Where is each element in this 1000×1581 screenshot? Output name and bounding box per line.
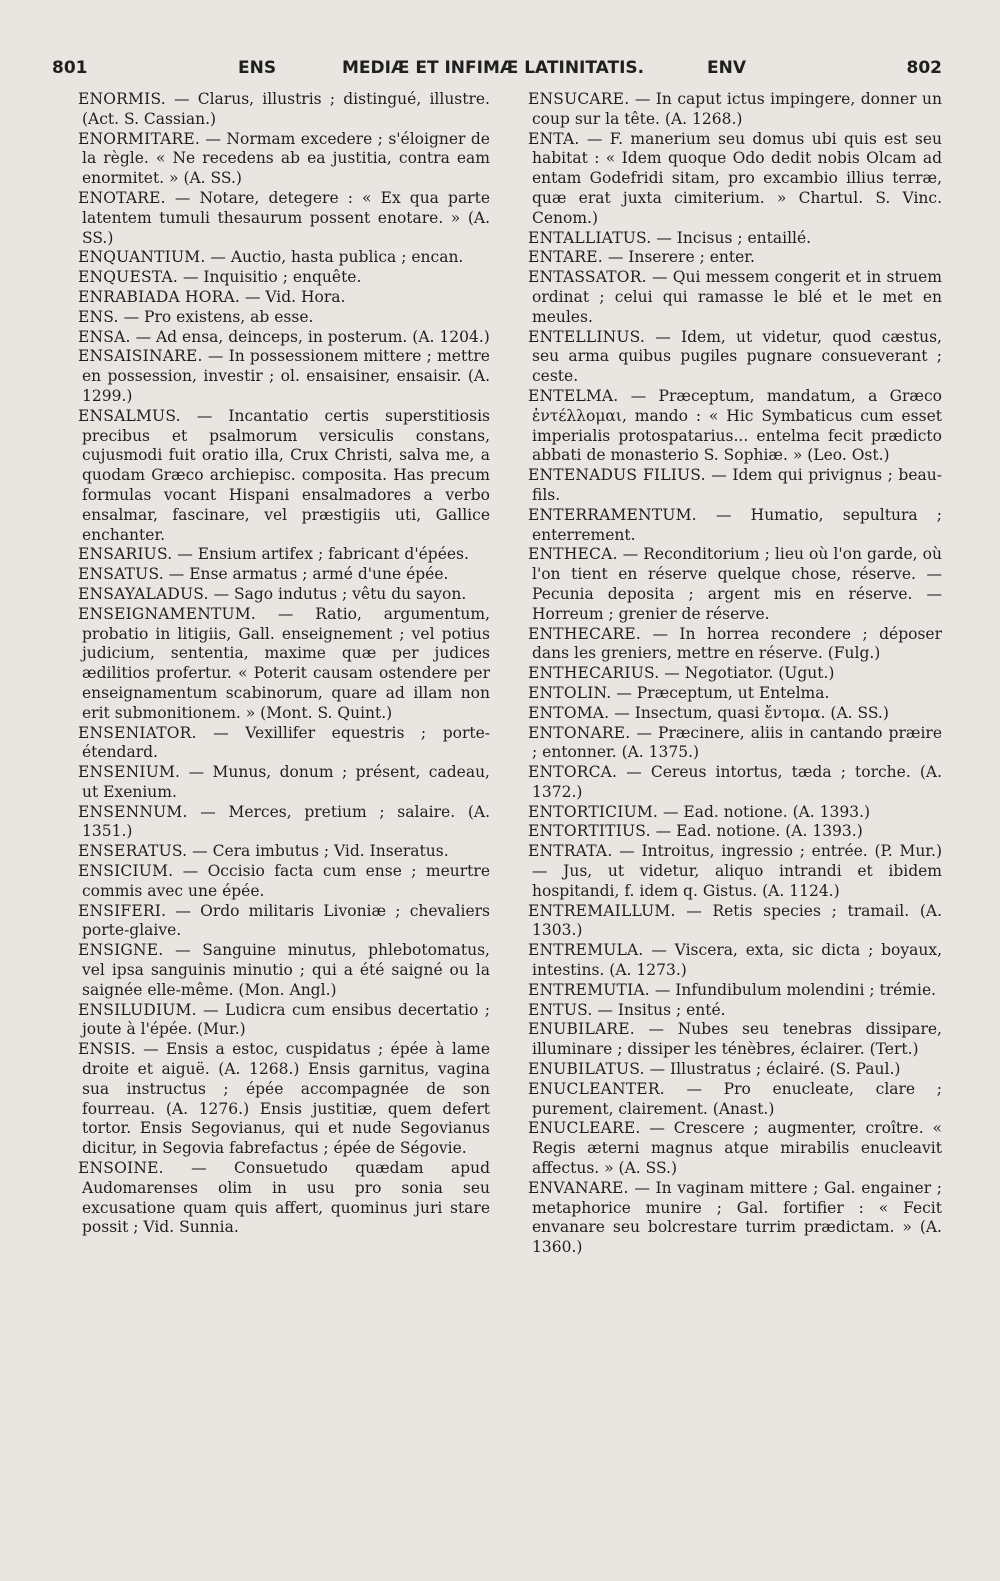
entry-definition: — Qui messem congerit et in struem ordinat ; celui qui ramasse le blé et le met en meules. [532, 268, 942, 326]
dictionary-entry [528, 268, 942, 327]
entry-definition: — Inserere ; enter. [607, 248, 755, 267]
entry-definition: — Ead. notione. (A. 1393.) [662, 802, 871, 821]
dictionary-entry [528, 1001, 942, 1021]
entry-definition: — Insectum, quasi ἔντομα. (A. SS.) [614, 703, 889, 722]
entry-definition: — Consuetudo quædam apud Audomarenses olim in usu pro sonia seu excusatione quam quis affert, quominus juri stare possit ; Vid. Sunnia. [82, 1159, 490, 1237]
dictionary-entry [528, 1060, 942, 1080]
entry-definition: — Ense armatus ; armé d'une épée. [168, 565, 449, 584]
dictionary-entry [528, 902, 942, 942]
right-running-word: ENV [707, 58, 746, 78]
dictionary-entry [528, 506, 942, 546]
entry-definition: — Auctio, hasta publica ; encan. [210, 248, 464, 267]
entry-definition: — Ratio, argumentum, probatio in litigiis, Gall. enseignement ; vel potius judicium, sententia, maxime quæ per judices ædilitios profertur. « Poterit causam ostendere per enseignamentum scabinorum, quare ad illam non erit submonitionem. » (Mont. S. Quint.) [82, 604, 490, 722]
entry-headword: ENSENIUM. [78, 763, 181, 782]
entry-definition: — Cereus intortus, tæda ; torche. (A. 1372.) [532, 763, 943, 801]
entry-definition: — Normam excedere ; s'éloigner de la règle. « Ne recedens ab ea justitia, contra eam enormitet. » (A. SS.) [82, 129, 490, 188]
left-page-number: 801 [52, 58, 88, 78]
entry-definition: — In possessionem mittere ; mettre en possession, investir ; ol. ensaisiner, ensaisir. (A. 1299.) [82, 347, 490, 405]
dictionary-entry [78, 1040, 490, 1159]
dictionary-entry [78, 288, 490, 308]
dictionary-entry [528, 981, 942, 1001]
entry-definition: — Ead. notione. (A. 1393.) [655, 822, 863, 841]
entry-definition: — Ludicra cum ensibus decertatio ; joute à l'épée. (Mur.) [82, 1000, 490, 1039]
dictionary-entry [78, 268, 490, 288]
entry-definition: — Merces, pretium ; salaire. (A. 1351.) [82, 802, 490, 841]
entry-headword: ENSERATUS. [78, 842, 188, 861]
dictionary-entry [78, 842, 490, 862]
entry-headword: ENSATUS. [78, 565, 164, 584]
entry-headword: ENSEIGNAMENTUM. [78, 604, 257, 623]
running-title: MEDIÆ ET INFIMÆ LATINITATIS. [342, 58, 645, 78]
dictionary-entry [528, 1119, 942, 1178]
right-column [528, 90, 942, 1258]
entry-headword: ENSARIUS. [78, 545, 173, 564]
entry-definition: — Notare, detegere : « Ex qua parte latentem tumuli thesaurum possent enotare. » (A. SS.) [82, 188, 490, 247]
dictionary-entry [78, 308, 490, 328]
dictionary-entry [78, 724, 490, 764]
entry-definition: — Retis species ; tramail. (A. 1303.) [532, 901, 943, 940]
entry-headword: ENSIGNE. [78, 941, 164, 960]
dictionary-entry [78, 328, 490, 348]
dictionary-entry [78, 605, 490, 724]
entry-headword: ENSILUDIUM. [78, 1000, 197, 1019]
entry-headword: ENTORTICIUM. [528, 802, 659, 821]
entry-definition: — Incisus ; entaillé. [656, 228, 812, 247]
dictionary-entry [528, 1080, 942, 1120]
dictionary-entry [528, 763, 942, 803]
entry-definition: — Ensis a estoc, cuspidatus ; épée à lame droite et aiguë. (A. 1268.) Ensis garnitus, vagina sua instructus ; épée accompagnée de son fourreau. (A. 1276.) Ensis justitiæ, quem defert tortor. Ensis Segovianus, qui et nude Segovianus dicitur, in Segovia fabrefactus ; épée de Ségovie. [82, 1040, 490, 1158]
dictionary-entry [528, 248, 942, 268]
entry-definition: — Illustratus ; éclairé. (S. Paul.) [649, 1060, 901, 1079]
entry-headword: ENS. [78, 307, 119, 326]
entry-definition: — Reconditorium ; lieu où l'on garde, où l'on tient en réserve quelque chose, réserve. — Pecunia deposita ; argent mis en réserve. — Horreum ; grenier de réserve. [532, 545, 942, 623]
entry-headword: ENTREMULA. [528, 941, 644, 960]
entry-headword: ENSIS. [78, 1040, 136, 1059]
dictionary-entry [528, 684, 942, 704]
entry-definition: — Pro existens, ab esse. [123, 307, 314, 326]
dictionary-entry [528, 1179, 942, 1258]
entry-definition: — Idem qui privignus ; beau-fils. [532, 466, 942, 504]
entry-headword: ENUBILATUS. [528, 1060, 645, 1079]
dictionary-entry [78, 545, 490, 565]
dictionary-entry [78, 347, 490, 406]
entry-headword: ENVANARE. [528, 1178, 629, 1197]
entry-definition: — Ad ensa, deinceps, in posterum. (A. 1204.) [135, 327, 490, 346]
dictionary-entry [528, 625, 942, 665]
entry-definition: — Crescere ; augmenter, croître. « Regis æterni magnus atque mirabilis enucleavit affectus. » (A. SS.) [532, 1119, 942, 1178]
entry-definition: — Humatio, sepultura ; enterrement. [532, 505, 942, 544]
entry-definition: — Introitus, ingressio ; entrée. (P. Mur.) — Jus, ut videtur, aliquo intrandi et ibidem hospitandi, f. idem q. Gistus. (A. 1124.) [532, 842, 942, 900]
dictionary-entry [78, 130, 490, 189]
entry-headword: ENTORCA. [528, 763, 618, 782]
entry-definition: — Præceptum, mandatum, a Græco ἐντέλλομαι, mando : « Hic Symbaticus cum esset imperialis protospatarius... entelma fecit prædicto abbati de monasterio S. Sophiæ. » (Leo. Ost.) [532, 386, 942, 465]
entry-definition: — Cera imbutus ; Vid. Inseratus. [192, 842, 449, 861]
entry-headword: ENSENNUM. [78, 802, 188, 821]
entry-headword: ENQUANTIUM. [78, 248, 206, 267]
entry-definition: — Præcinere, aliis in cantando præire ; entonner. (A. 1375.) [532, 723, 942, 762]
entry-definition: — Idem, ut videtur, quod cæstus, seu arma quibus pugiles pugnare consueverant ; ceste. [532, 327, 942, 386]
entry-headword: ENTHECARE. [528, 624, 642, 643]
entry-headword: ENTALLIATUS. [528, 228, 652, 247]
entry-headword: ENUCLEARE. [528, 1119, 641, 1138]
entry-headword: ENTASSATOR. [528, 268, 647, 287]
entry-definition: — Nubes seu tenebras dissipare, illuminare ; dissiper les ténèbres, éclairer. (Tert.) [532, 1020, 942, 1059]
entry-headword: ENOTARE. [78, 188, 166, 207]
dictionary-entry [78, 90, 490, 130]
dictionary-entry [528, 822, 942, 842]
dictionary-entry [78, 941, 490, 1000]
dictionary-entry [528, 704, 942, 724]
left-running-word: ENS [238, 58, 277, 78]
entry-headword: ENTORTITIUS. [528, 822, 651, 841]
entry-headword: ENSOINE. [78, 1159, 164, 1178]
dictionary-entry [78, 585, 490, 605]
dictionary-entry [528, 328, 942, 387]
entry-headword: ENTOLIN. [528, 683, 612, 702]
entry-definition: — Sanguine minutus, phlebotomatus, vel ipsa sanguinis minutio ; qui a été saigné ou la saignée elle-même. (Mon. Angl.) [82, 941, 490, 999]
entry-headword: ENSA. [78, 327, 131, 346]
dictionary-entry [528, 229, 942, 249]
left-column [78, 90, 490, 1238]
entry-definition: — Incantatio certis superstitiosis precibus et psalmorum versiculis constans, cujusmodi fuit oratio illa, Crux Christi, salva me, a quodam Græco archiepisc. composita. Has precum formulas vocant Hispani ensalmadores a verbo ensalmar, fascinare, vel præstigiis uti, Gallice enchanter. [82, 406, 490, 544]
entry-headword: ENTELMA. [528, 386, 619, 405]
dictionary-entry [528, 664, 942, 684]
entry-definition: — Munus, donum ; présent, cadeau, ut Exenium. [82, 763, 490, 801]
dictionary-entry [528, 90, 942, 130]
dictionary-entry [78, 407, 490, 546]
dictionary-entry [528, 724, 942, 764]
page-header [52, 58, 942, 88]
dictionary-entry [528, 387, 942, 466]
entry-definition: — Viscera, exta, sic dicta ; boyaux, intestins. (A. 1273.) [532, 941, 942, 980]
entry-definition: — Clarus, illustris ; distingué, illustre. (Act. S. Cassian.) [82, 90, 490, 128]
dictionary-entry [78, 1001, 490, 1041]
entry-definition: — Negotiator. (Ugut.) [664, 664, 835, 683]
entry-definition: — Occisio facta cum ense ; meurtre commis avec une épée. [82, 862, 490, 900]
entry-headword: ENTENADUS FILIUS. [528, 466, 706, 485]
entry-definition: — Vid. Hora. [244, 287, 346, 306]
entry-headword: ENSAISINARE. [78, 347, 203, 366]
right-page-number: 802 [906, 58, 942, 78]
entry-definition: — In caput ictus impingere, donner un coup sur la tête. (A. 1268.) [532, 90, 942, 128]
dictionary-entry [78, 803, 490, 843]
dictionary-entry [528, 842, 942, 901]
entry-headword: ENSAYALADUS. [78, 584, 209, 603]
dictionary-entry [78, 763, 490, 803]
dictionary-entry [528, 803, 942, 823]
dictionary-entry [528, 1020, 942, 1060]
entry-definition: — Præceptum, ut Entelma. [616, 683, 830, 702]
entry-definition: — Insitus ; enté. [597, 1000, 726, 1019]
entry-headword: ENTONARE. [528, 723, 631, 742]
dictionary-entry [528, 941, 942, 981]
entry-headword: ENTELLINUS. [528, 327, 646, 346]
entry-headword: ENTA. [528, 129, 580, 148]
entry-headword: ENTUS. [528, 1000, 593, 1019]
entry-headword: ENUCLEANTER. [528, 1079, 665, 1098]
entry-definition: — F. manerium seu domus ubi quis est seu habitat : « Idem quoque Odo dedit nobis Olcam ad entam Godefridi sitam, pro excambio illius terræ, quæ erat juxta cimiterium. » Chartul. S. Vinc. Cenom.) [532, 129, 942, 227]
dictionary-entry [78, 862, 490, 902]
entry-headword: ENORMITARE. [78, 129, 201, 148]
dictionary-entry [528, 130, 942, 229]
entry-definition: — Sago indutus ; vêtu du sayon. [213, 584, 467, 603]
entry-headword: ENSICIUM. [78, 862, 174, 881]
entry-headword: ENTRATA. [528, 842, 613, 861]
dictionary-entry [78, 248, 490, 268]
dictionary-entry [78, 1159, 490, 1238]
entry-definition: — In vaginam mittere ; Gal. engainer ; metaphorice munire ; Gal. fortifier : « Fecit envanare seu bolcrestare turrim prædictam. » (A. 1360.) [532, 1178, 942, 1257]
entry-definition: — Ordo militaris Livoniæ ; chevaliers porte-glaive. [82, 901, 490, 940]
entry-definition: — Vexillifer equestris ; porte-étendard. [82, 723, 490, 762]
entry-definition: — Inquisitio ; enquête. [182, 268, 362, 287]
entry-headword: ENRABIADA HORA. [78, 287, 241, 306]
entry-headword: ENTHECA. [528, 545, 618, 564]
dictionary-entry [78, 902, 490, 942]
dictionary-entry [78, 565, 490, 585]
entry-headword: ENTOMA. [528, 703, 610, 722]
entry-headword: ENORMIS. [78, 90, 166, 108]
entry-headword: ENQUESTA. [78, 268, 178, 287]
entry-headword: ENTARE. [528, 248, 603, 267]
entry-definition: — Ensium artifex ; fabricant d'épées. [177, 545, 469, 564]
dictionary-entry [528, 545, 942, 624]
entry-headword: ENTREMUTIA. [528, 980, 650, 999]
entry-headword: ENSUCARE. [528, 90, 630, 108]
entry-headword: ENSENIATOR. [78, 723, 197, 742]
entry-headword: ENSIFERI. [78, 901, 167, 920]
entry-definition: — Pro enucleate, clare ; purement, clairement. (Anast.) [532, 1079, 942, 1118]
dictionary-entry [528, 466, 942, 506]
entry-headword: ENTREMAILLUM. [528, 901, 676, 920]
dictionary-entry [78, 189, 490, 248]
entry-headword: ENTERRAMENTUM. [528, 505, 697, 524]
entry-headword: ENTHECARIUS. [528, 664, 660, 683]
entry-definition: — In horrea recondere ; déposer dans les greniers, mettre en réserve. (Fulg.) [532, 624, 942, 663]
entry-headword: ENUBILARE. [528, 1020, 635, 1039]
entry-headword: ENSALMUS. [78, 406, 181, 425]
entry-definition: — Infundibulum molendini ; trémie. [654, 980, 937, 999]
